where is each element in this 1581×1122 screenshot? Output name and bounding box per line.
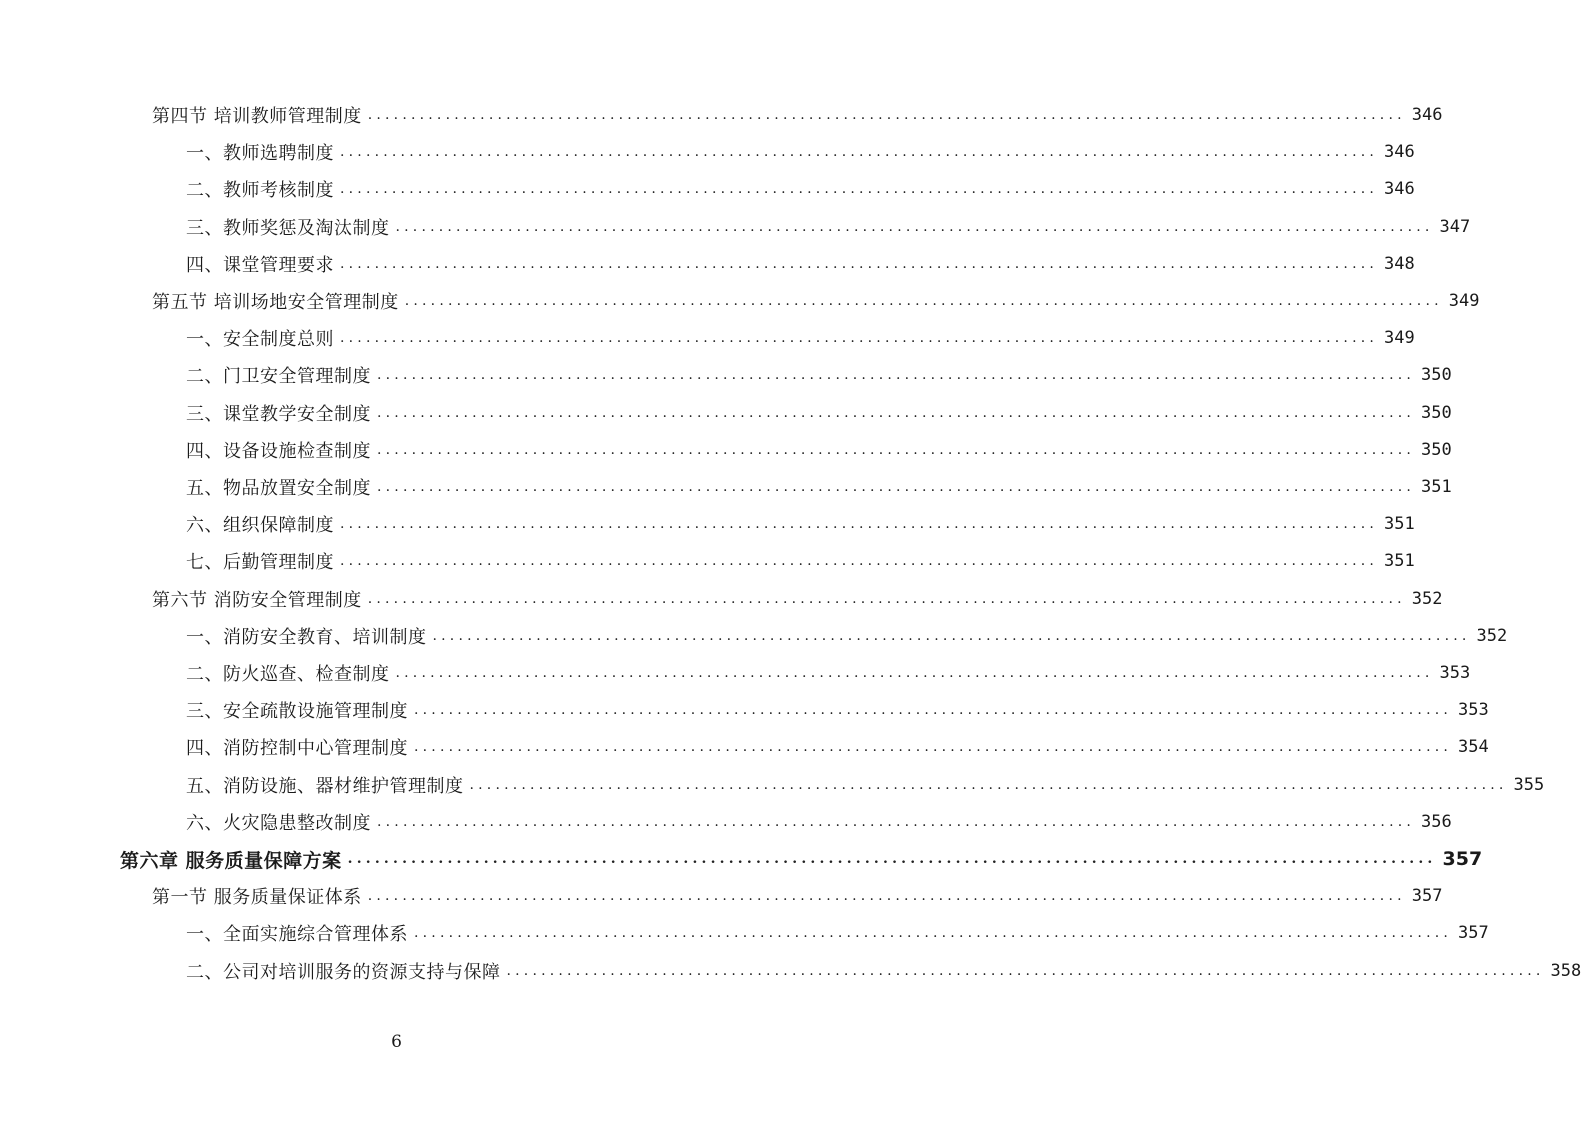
toc-entry-label: 二、防火巡查、检查制度 — [186, 664, 390, 685]
toc-leader-dots: ........................................................................................................................ — [395, 218, 1434, 235]
toc-entry-label: 第四节 培训教师管理制度 — [152, 106, 362, 127]
toc-entry-label: 六、火灾隐患整改制度 — [186, 812, 371, 834]
toc-entry[interactable] — [120, 844, 1483, 874]
toc-entry[interactable] — [152, 584, 1443, 614]
toc-leader-dots: ........................................................................................................................ — [414, 702, 1453, 719]
toc-entry[interactable] — [152, 286, 1480, 316]
toc-entry-label: 七、后勤管理制度 — [186, 552, 334, 574]
toc-entry-label: 二、门卫安全管理制度 — [186, 366, 371, 388]
toc-entry[interactable] — [186, 509, 1415, 539]
toc-entry-page: 352 — [1411, 588, 1443, 609]
toc-leader-dots: ........................................................................................................................ — [469, 776, 1508, 793]
toc-entry-page: 346 — [1384, 142, 1415, 163]
toc-entry-label: 四、设备设施检查制度 — [186, 440, 371, 462]
toc-entry-page: 358 — [1550, 960, 1581, 981]
toc-entry[interactable] — [186, 621, 1508, 651]
toc-entry-label: 一、安全制度总则 — [186, 329, 334, 351]
toc-entry-label: 第五节 培训场地安全管理制度 — [152, 292, 399, 313]
toc-entry-page: 353 — [1439, 663, 1471, 683]
toc-leader-dots: ........................................................................................................................ — [340, 181, 1379, 198]
page-number: 6 — [391, 1032, 402, 1052]
toc-leader-dots: ........................................................................................................................ — [340, 255, 1379, 272]
toc-leader-dots: ........................................................................................................................ — [347, 851, 1437, 867]
toc-entry-label: 三、安全疏散设施管理制度 — [186, 701, 408, 723]
toc-leader-dots: ........................................................................................................................ — [377, 813, 1416, 830]
toc-entry-page: 350 — [1421, 365, 1452, 386]
toc-entry[interactable] — [186, 546, 1415, 576]
toc-leader-dots: ........................................................................................................................ — [414, 925, 1453, 942]
toc-leader-dots: ........................................................................................................................ — [377, 404, 1416, 421]
toc-entry[interactable] — [186, 770, 1545, 800]
toc-entry[interactable] — [152, 100, 1443, 130]
toc-entry-label: 五、物品放置安全制度 — [186, 478, 371, 499]
toc-entry[interactable] — [186, 472, 1452, 502]
toc-entry[interactable] — [186, 249, 1415, 279]
toc-entry-page: 349 — [1384, 328, 1415, 349]
toc-leader-dots: ........................................................................................................................ — [340, 330, 1379, 347]
toc-leader-dots: ........................................................................................................................ — [395, 665, 1434, 681]
toc-leader-dots: ........................................................................................................................ — [414, 739, 1453, 756]
toc-entry-page: 351 — [1384, 514, 1415, 535]
toc-leader-dots: ........................................................................................................................ — [404, 293, 1443, 309]
toc-leader-dots: ........................................................................................................................ — [340, 553, 1379, 570]
toc-entry[interactable] — [186, 174, 1415, 204]
toc-entry[interactable] — [186, 323, 1415, 353]
toc-entry-label: 一、消防安全教育、培训制度 — [186, 626, 427, 648]
toc-entry-label: 第六章 服务质量保障方案 — [120, 849, 342, 872]
toc-entry-page: 353 — [1458, 700, 1489, 721]
toc-entry-page: 352 — [1476, 625, 1508, 646]
toc-entry[interactable] — [186, 918, 1489, 948]
toc-entry[interactable] — [186, 807, 1452, 837]
toc-entry-label: 第六节 消防安全管理制度 — [152, 589, 362, 611]
toc-entry-page: 348 — [1384, 253, 1415, 274]
toc-entry-label: 四、课堂管理要求 — [186, 254, 334, 276]
toc-entry-page: 351 — [1421, 477, 1452, 497]
toc-entry[interactable] — [186, 695, 1489, 725]
toc-entry-label: 三、教师奖惩及淘汰制度 — [186, 217, 390, 239]
toc-entry-page: 357 — [1442, 848, 1483, 870]
toc-entry[interactable] — [186, 956, 1581, 986]
toc-leader-dots: ........................................................................................................................ — [340, 144, 1379, 161]
toc-entry-page: 356 — [1421, 811, 1452, 832]
toc-entry[interactable] — [186, 360, 1452, 390]
toc-entry-page: 350 — [1421, 439, 1452, 460]
toc-leader-dots: ........................................................................................................................ — [377, 479, 1416, 495]
toc-entry-page: 354 — [1458, 737, 1489, 758]
toc-entry-page: 350 — [1421, 402, 1452, 423]
toc-entry-page: 349 — [1448, 291, 1480, 311]
toc-entry-label: 五、消防设施、器材维护管理制度 — [186, 775, 464, 797]
toc-entry-page: 347 — [1439, 216, 1471, 237]
toc-leader-dots: ........................................................................................................................ — [432, 627, 1471, 644]
toc-leader-dots: ........................................................................................................................ — [367, 888, 1406, 905]
toc-entry-label: 一、全面实施综合管理体系 — [186, 924, 408, 946]
toc-entry-label: 二、教师考核制度 — [186, 180, 334, 202]
toc-entry-label: 三、课堂教学安全制度 — [186, 403, 371, 425]
toc-entry-page: 355 — [1513, 774, 1545, 795]
toc-leader-dots: ........................................................................................................................ — [377, 441, 1416, 458]
toc-leader-dots: ........................................................................................................................ — [506, 962, 1545, 979]
toc-leader-dots: ........................................................................................................................ — [377, 367, 1416, 384]
toc-entry-label: 四、消防控制中心管理制度 — [186, 738, 408, 760]
toc-entry-label: 一、教师选聘制度 — [186, 143, 334, 165]
toc-entry-label: 第一节 服务质量保证体系 — [152, 887, 362, 909]
toc-entry-page: 351 — [1384, 551, 1415, 572]
toc-entry[interactable] — [186, 435, 1452, 465]
toc-entry[interactable] — [186, 137, 1415, 167]
toc-leader-dots: ........................................................................................................................ — [367, 590, 1406, 607]
toc-entry[interactable] — [152, 881, 1443, 911]
toc-entry-page: 357 — [1411, 886, 1443, 907]
toc-entry[interactable] — [186, 398, 1452, 428]
toc-entry-label: 二、公司对培训服务的资源支持与保障 — [186, 961, 501, 983]
toc-entry-page: 346 — [1384, 179, 1415, 200]
toc-entry-page: 357 — [1458, 923, 1489, 944]
toc-entry-label: 六、组织保障制度 — [186, 515, 334, 537]
toc-entry[interactable] — [186, 732, 1489, 762]
toc-leader-dots: ........................................................................................................................ — [340, 516, 1379, 533]
toc-entry[interactable] — [186, 212, 1471, 242]
toc-entry[interactable] — [186, 658, 1471, 688]
toc-leader-dots: ........................................................................................................................ — [367, 107, 1406, 123]
toc-entry-page: 346 — [1411, 105, 1443, 125]
